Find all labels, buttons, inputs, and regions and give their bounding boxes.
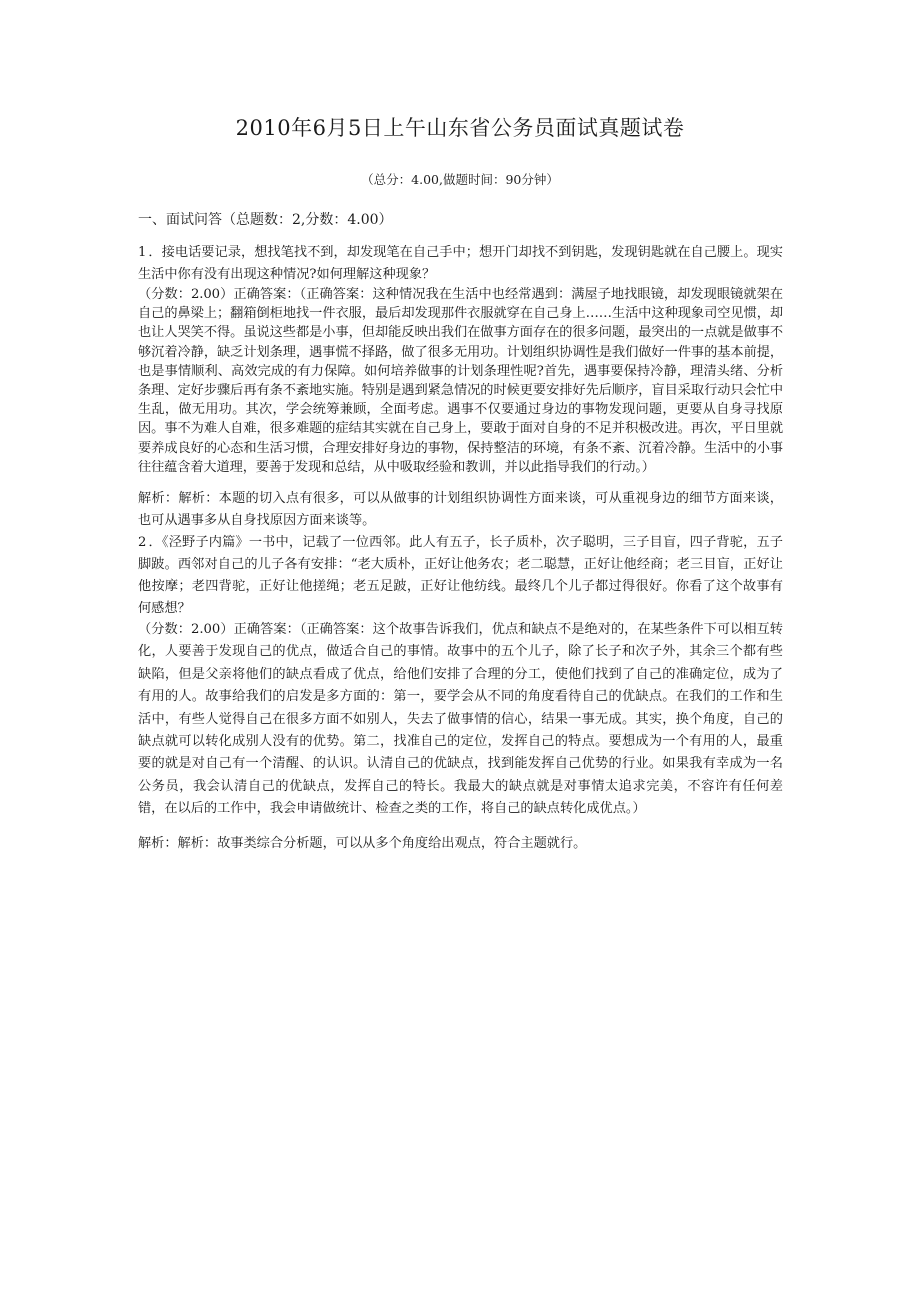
question-2-number: 2 <box>138 535 147 550</box>
question-2-stem <box>138 532 783 620</box>
question-2-answer: （分数：2.00）正确答案：（正确答案：这个故事告诉我们，优点和缺点不是绝对的，在某些条件下可以相互转化，人要善于发现自己的优点，做适合自己的事情。故事中的五个儿子，除了长子和次子外，其余三个都有些缺陷，但是父亲将他们的缺点看成了优点，给他们安排了合理的分工，使他们找到了自己的准确定位，成为了有用的人。故事给我们的启发是多方面的：第一，要学会从不同的角度看待自己的优缺点。在我们的工作和生活中，有些人觉得自己在很多方面不如别人，失去了做事情的信心，结果一事无成。其实，换个角度，自己的缺点就可以转化成别人没有的优势。第二，找准自己的定位，发挥自己的特点。要想成为一个有用的人，最重要的就是对自己有一个清醒、的认识。认清自己的优缺点，找到能发挥自己优势的行业。如果我有幸成为一名公务员，我会认清自己的优缺点，发挥自己的特长。我最大的缺点就是对事情太追求完美，不容许有任何差错，在以后的工作中，我会申请做统计、检查之类的工作，将自己的缺点转化成优点。） <box>138 622 783 817</box>
document-title: 2010年6月5日上午山东省公务员面试真题试卷 <box>235 116 685 140</box>
question-2-text: ．《泾野子内篇》一书中，记载了一位西邻。此人有五子，长子质朴，次子聪明，三子目盲，四子背驼，五子脚跛。西邻对自己的儿子各有安排：“老大质朴，正好让他务农；老二聪慧，正好让他经商；老三目盲，正好让他按摩；老四背驼，正好让他搓绳；老五足跛，正好让他纺线。最终几个儿子都过得很好。你看了这个故事有何感想？ <box>138 535 783 616</box>
section-heading: 一、面试问答（总题数：2,分数：4.00） <box>138 212 393 228</box>
document-meta: （总分：4.00,做题时间：90分钟） <box>361 172 559 187</box>
question-1-text: ．接电话要记录，想找笔找不到，却发现笔在自己手中；想开门却找不到钥匙，发现钥匙就在自己腰上。现实生活中你有没有出现这种情况?如何理解这种现象？ <box>138 245 783 282</box>
question-1-number: 1 <box>138 245 147 260</box>
question-2-analysis: 解析：解析：故事类综合分析题，可以从多个角度给出观点，符合主题就行。 <box>138 836 587 851</box>
question-1-stem <box>138 242 783 286</box>
question-1-analysis: 解析：解析：本题的切入点有很多，可以从做事的计划组织协调性方面来谈，可从重视身边的细节方面来谈，也可从遇事多从自身找原因方面来谈等。 <box>138 491 783 528</box>
question-1-answer: （分数：2.00）正确答案：（正确答案：这种情况我在生活中也经常遇到：满屋子地找眼镜，却发现眼镜就架在自己的鼻梁上；翻箱倒柜地找一件衣服，最后却发现那件衣服就穿在自己身上……生活中这种现象司空见惯，却也让人哭笑不得。虽说这些都是小事，但却能反映出我们在做事方面存在的很多问题，最突出的一点就是做事不够沉着冷静，缺乏计划条理，遇事慌不择路，做了很多无用功。计划组织协调性是我们做好一件事的基本前提，也是事情顺利、高效完成的有力保障。如何培养做事的计划条理性呢?首先，遇事要保持冷静，理清头绪、分析条理、定好步骤后再有条不紊地实施。特别是遇到紧急情况的时候更要安排好先后顺序，盲目采取行动只会忙中生乱，做无用功。其次，学会统筹兼顾，全面考虑。遇事不仅要通过身边的事物发现问题，更要从自身寻找原因。事不为难人自难，很多难题的症结其实就在自己身上，要敢于面对自身的不足并积极改进。再次，平日里就要养成良好的心态和生活习惯，合理安排好身边的事物，保持整洁的环境，有条不紊、沉着冷静。生活中的小事往往蕴含着大道理，要善于发现和总结，从中吸取经验和教训，并以此指导我们的行动。） <box>138 287 783 475</box>
